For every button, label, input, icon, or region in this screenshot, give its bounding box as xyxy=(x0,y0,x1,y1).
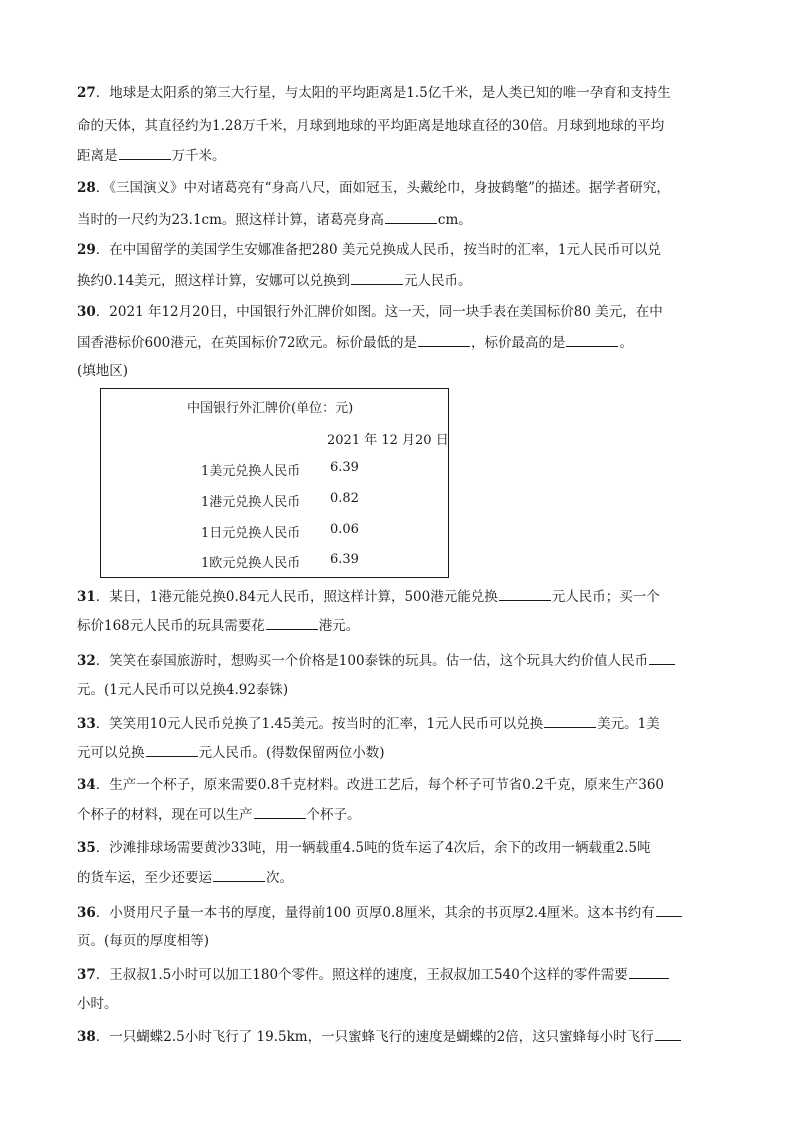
question-number: 33 xyxy=(77,716,96,732)
rate-label: 1日元兑换人民币 xyxy=(201,526,301,541)
question-text: ．笑笑在泰国旅游时，想购买一个价格是100泰铢的玩具。估一估，这个玩具大约价值人民币 xyxy=(95,653,649,669)
question-text: 个杯子。 xyxy=(306,807,361,823)
q33-line-2 xyxy=(77,742,727,763)
question-text: ．生产一个杯子，原来需要0.8千克材料。改进工艺后，每个杯子可节省0.2千克，原来生产360 xyxy=(95,777,665,793)
question-text: 标价168元人民币的玩具需要花 xyxy=(77,618,265,634)
answer-blank[interactable] xyxy=(146,742,198,757)
q38-line-1 xyxy=(77,1026,727,1047)
q36-line-1 xyxy=(77,902,727,923)
q30-line-2 xyxy=(77,332,727,353)
rate-label: 1美元兑换人民币 xyxy=(201,464,301,479)
question-number: 28 xyxy=(77,180,96,196)
answer-blank[interactable] xyxy=(656,902,682,917)
question-text: 国香港标价600港元，在英国标价72欧元。标价最低的是 xyxy=(77,335,417,351)
answer-blank[interactable] xyxy=(213,867,265,882)
rate-value: 0.82 xyxy=(330,491,359,506)
q32-line-2 xyxy=(77,680,727,700)
question-number: 27 xyxy=(77,85,96,101)
question-number: 34 xyxy=(77,777,96,793)
question-text: 的货车运，至少还要运 xyxy=(77,870,212,886)
answer-blank[interactable] xyxy=(629,964,669,979)
question-text: 距离是 xyxy=(77,148,118,164)
q34-line-1 xyxy=(77,775,727,795)
q29-line-2 xyxy=(77,270,727,291)
question-text: ．2021 年12月20日，中国银行外汇牌价如图。这一天，同一块手表在美国标价80 美元，在中 xyxy=(95,304,663,320)
exchange-rate-table xyxy=(100,388,449,578)
q27-line-3 xyxy=(77,145,727,166)
rate-value: 6.39 xyxy=(330,460,359,475)
answer-blank[interactable] xyxy=(119,145,171,160)
question-number: 35 xyxy=(77,840,96,856)
answer-blank[interactable] xyxy=(544,713,596,728)
question-text: ．笑笑用10元人民币兑换了1.45美元。按当时的汇率，1元人民币可以兑换 xyxy=(95,716,544,732)
question-text: ．小贤用尺子量一本书的厚度，量得前100 页厚0.8厘米，其余的书页厚2.4厘米。这本书约有 xyxy=(95,905,655,921)
answer-blank[interactable] xyxy=(254,804,306,819)
q34-line-2 xyxy=(77,804,727,825)
q31-line-1 xyxy=(77,586,727,607)
question-text: cm。 xyxy=(437,212,472,228)
answer-blank[interactable] xyxy=(655,1026,681,1041)
question-text: 美元。1美 xyxy=(597,716,660,732)
rate-label: 1欧元兑换人民币 xyxy=(201,556,301,571)
question-text: 命的天体，其直径约为1.28万千米，月球到地球的平均距离是地球直径的30倍。月球到地球的平均 xyxy=(77,118,665,134)
question-text: 元人民币。 xyxy=(404,273,472,289)
question-text: (填地区) xyxy=(77,363,129,379)
rate-value: 0.06 xyxy=(330,522,359,537)
question-number: 36 xyxy=(77,905,96,921)
q33-line-1 xyxy=(77,713,727,734)
question-text: 页。(每页的厚度相等) xyxy=(77,933,210,949)
q30-line-3 xyxy=(77,361,727,381)
q35-line-2 xyxy=(77,867,727,888)
answer-blank[interactable] xyxy=(418,332,470,347)
question-text: ．沙滩排球场需要黄沙33吨，用一辆载重4.5吨的货车运了4次后，余下的改用一辆载重2.5吨 xyxy=(95,840,651,856)
rate-label: 1港元兑换人民币 xyxy=(201,495,301,510)
answer-blank[interactable] xyxy=(266,615,318,630)
question-text: ．一只蝴蝶2.5小时飞行了 19.5km，一只蜜蜂飞行的速度是蝴蝶的2倍，这只蜜蜂每小时飞行 xyxy=(95,1029,654,1045)
q30-line-1 xyxy=(77,302,727,322)
q29-line-1 xyxy=(77,240,727,260)
question-text: ．在中国留学的美国学生安娜准备把280 美元兑换成人民币，按当时的汇率，1元人民币可以兑 xyxy=(95,242,661,258)
question-text: 元人民币。(得数保留两位小数) xyxy=(198,745,385,761)
answer-blank[interactable] xyxy=(351,270,403,285)
question-text: ．王叔叔1.5小时可以加工180个零件。照这样的速度，王叔叔加工540个这样的零件需要 xyxy=(95,967,628,983)
rate-value: 6.39 xyxy=(330,552,359,567)
q37-line-2 xyxy=(77,994,727,1014)
q31-line-2 xyxy=(77,615,727,636)
question-text: 小时。 xyxy=(77,996,118,1012)
question-text: 元。(1元人民币可以兑换4.92泰铢) xyxy=(77,682,289,698)
q32-line-1 xyxy=(77,650,727,671)
question-text: 元人民币；买一个 xyxy=(551,589,660,605)
question-text: 个杯子的材料，现在可以生产 xyxy=(77,807,253,823)
answer-blank[interactable] xyxy=(385,209,437,224)
question-text: 当时的一尺约为23.1cm。照这样计算，诸葛亮身高 xyxy=(77,212,384,228)
question-text: ．《三国演义》中对诸葛亮有“身高八尺，面如冠玉，头戴纶巾，身披鹤氅”的描述。据学者研究， xyxy=(95,180,670,196)
question-number: 31 xyxy=(77,589,96,605)
question-number: 38 xyxy=(77,1029,96,1045)
question-text: ，标价最高的是 xyxy=(470,335,566,351)
q27-line-2 xyxy=(77,116,727,136)
question-number: 37 xyxy=(77,967,96,983)
table-date: 2021 年 12 月20 日 xyxy=(327,433,449,448)
answer-blank[interactable] xyxy=(649,650,675,665)
question-number: 30 xyxy=(77,304,96,320)
q28-line-2 xyxy=(77,209,727,230)
question-text: ．某日，1港元能兑换0.84元人民币，照这样计算，500港元能兑换 xyxy=(95,589,498,605)
question-text: 换约0.14美元，照这样计算，安娜可以兑换到 xyxy=(77,273,351,289)
q36-line-2 xyxy=(77,931,727,951)
question-text: 次。 xyxy=(266,870,293,886)
q35-line-1 xyxy=(77,838,727,858)
q28-line-1 xyxy=(77,178,727,198)
q27-line-1 xyxy=(77,83,727,103)
question-text: 。 xyxy=(619,335,633,351)
question-text: 万千米。 xyxy=(171,148,226,164)
question-text: 元可以兑换 xyxy=(77,745,145,761)
answer-blank[interactable] xyxy=(566,332,618,347)
question-number: 32 xyxy=(77,653,96,669)
q37-line-1 xyxy=(77,964,727,985)
question-number: 29 xyxy=(77,242,96,258)
question-text: 港元。 xyxy=(318,618,360,634)
answer-blank[interactable] xyxy=(499,586,551,601)
question-text: ．地球是太阳系的第三大行星，与太阳的平均距离是1.5亿千米，是人类已知的唯一孕育和支持生 xyxy=(95,85,671,101)
table-title: 中国银行外汇牌价(单位：元) xyxy=(187,401,354,416)
